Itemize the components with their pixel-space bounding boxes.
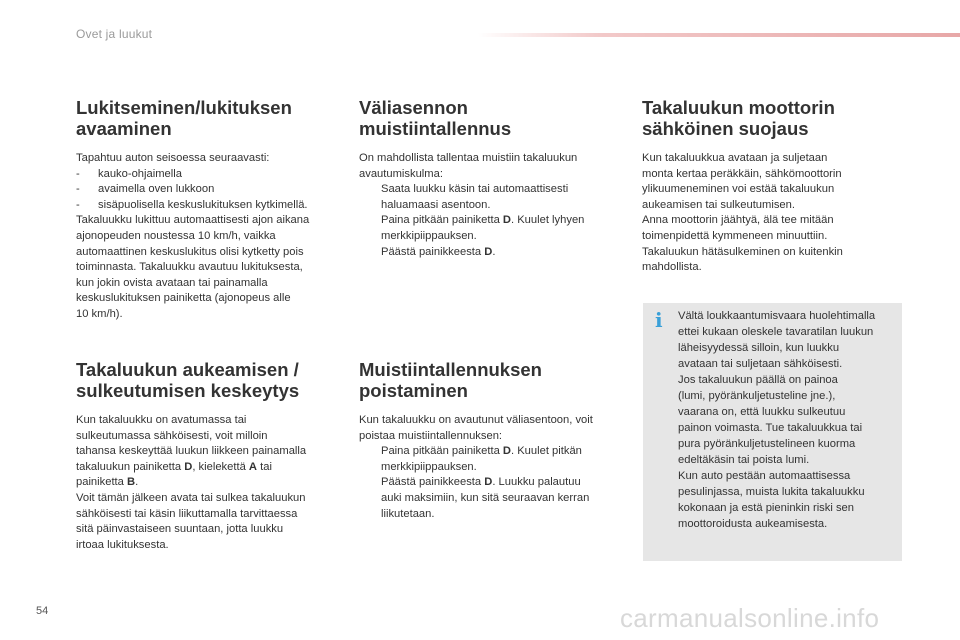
page-number: 54 bbox=[36, 605, 49, 617]
section-title: Lukitseminen/lukituksen avaaminen bbox=[76, 97, 292, 139]
watermark: carmanualsonline.info bbox=[620, 603, 880, 633]
intro-text: Kun takaluukku on avautunut väliasentoon, voit poistaa muistiintallennuksen: bbox=[359, 414, 593, 442]
info-icon: i bbox=[655, 308, 663, 332]
list-item: Paina pitkään painiketta D. Kuulet pitkän merkkipiippauksen. bbox=[381, 445, 582, 473]
section-title: Muistiintallennuksen poistaminen bbox=[359, 359, 542, 401]
section-title: Takaluukun moottorin sähköinen suojaus bbox=[642, 97, 835, 139]
section-title: Takaluukun aukeamisen / sulkeutumisen keskeytys bbox=[76, 359, 300, 401]
section-title: Väliasennon muistiintallennus bbox=[359, 97, 512, 139]
section-interrupt bbox=[76, 359, 321, 553]
list-item: - kauko-ohjaimella bbox=[76, 167, 182, 180]
list-item: Päästä painikkeesta D. Luukku palautuu auki maksimiin, kun sitä seuraavan kerran liikutetaan. bbox=[381, 476, 590, 520]
section-motor-protection bbox=[642, 97, 902, 276]
body-text: Kun takaluukkua avataan ja suljetaan monta kertaa peräkkäin, sähkömoottorin ylikuumeneminen voi estää takaluukun aukeamisen tai sulkeutumisen. Anna moottorin jäähtyä, älä tee mitään toimenpidettä kymmeneen minuuttiin. Takaluukun hätäsulkeminen on kuitenkin mahdollista. bbox=[642, 152, 843, 274]
method-list bbox=[76, 167, 321, 214]
list-item: Paina pitkään painiketta D. Kuulet lyhyen merkkipiippauksen. bbox=[381, 214, 585, 242]
section-memory-clear bbox=[359, 359, 619, 522]
list-item: Saata luukku käsin tai automaattisesti haluamaasi asentoon. bbox=[381, 183, 569, 211]
section-memory-save bbox=[359, 97, 619, 260]
section-locking bbox=[76, 97, 321, 323]
info-text: Vältä loukkaantumisvaara huolehtimalla ettei kukaan oleskele tavaratilan luukun läheisyydessä silloin, kun luukku avataan tai suljetaan sähköisesti. Jos takaluukun päällä on painoa (lumi, pyöränkuljetusteline jne.), vaarana on, että luukku sulkeutuu painon voimasta. Tue takaluukkua tai pura pyöränkuljetustelineen kuorma edeltäkäsin tai poista lumi. Kun auto pestään automaattisessa pesulinjassa, muista lukita takaluukku kokonaan ja estä pieninkin riski sen moottoroidusta aukeamisesta. bbox=[678, 310, 876, 530]
section-header-title: Ovet ja luukut bbox=[76, 27, 153, 41]
list-item: - sisäpuolisella keskuslukituksen kytkimellä. bbox=[76, 198, 308, 211]
list-item: - avaimella oven lukkoon bbox=[76, 183, 215, 196]
body-text: Takaluukku lukittuu automaattisesti ajon aikana ajonopeuden noustessa 10 km/h, vaikka automaattinen keskuslukitus olisi kytketty pois toiminnasta. Takaluukku avautuu lukituksesta, kun jokin ovista avataan tai painamalla keskuslukituksen painiketta (ajonopeus alle 10 km/h). bbox=[76, 214, 310, 320]
list-item: Päästä painikkeesta D. bbox=[381, 245, 496, 258]
intro-text: On mahdollista tallentaa muistiin takaluukun avautumiskulma: bbox=[359, 152, 578, 180]
intro-text: Tapahtuu auton seisoessa seuraavasti: bbox=[76, 152, 270, 164]
body-text: Kun takaluukku on avatumassa tai sulkeutumassa sähköisesti, voit milloin tahansa keskeyttää luukun liikkeen painamalla takaluukun painiketta D, kielekettä A tai painiketta B. Voit tämän jälkeen avata tai sulkea takaluukun sähköisesti tai käsin liikuttamalla tarvittaessa sitä päinvastaiseen suuntaan, jotta luukku irtoaa lukituksesta. bbox=[76, 414, 307, 551]
step-list bbox=[359, 182, 619, 260]
header-accent-bar bbox=[478, 33, 960, 37]
step-list bbox=[359, 444, 619, 522]
info-box bbox=[643, 303, 902, 561]
